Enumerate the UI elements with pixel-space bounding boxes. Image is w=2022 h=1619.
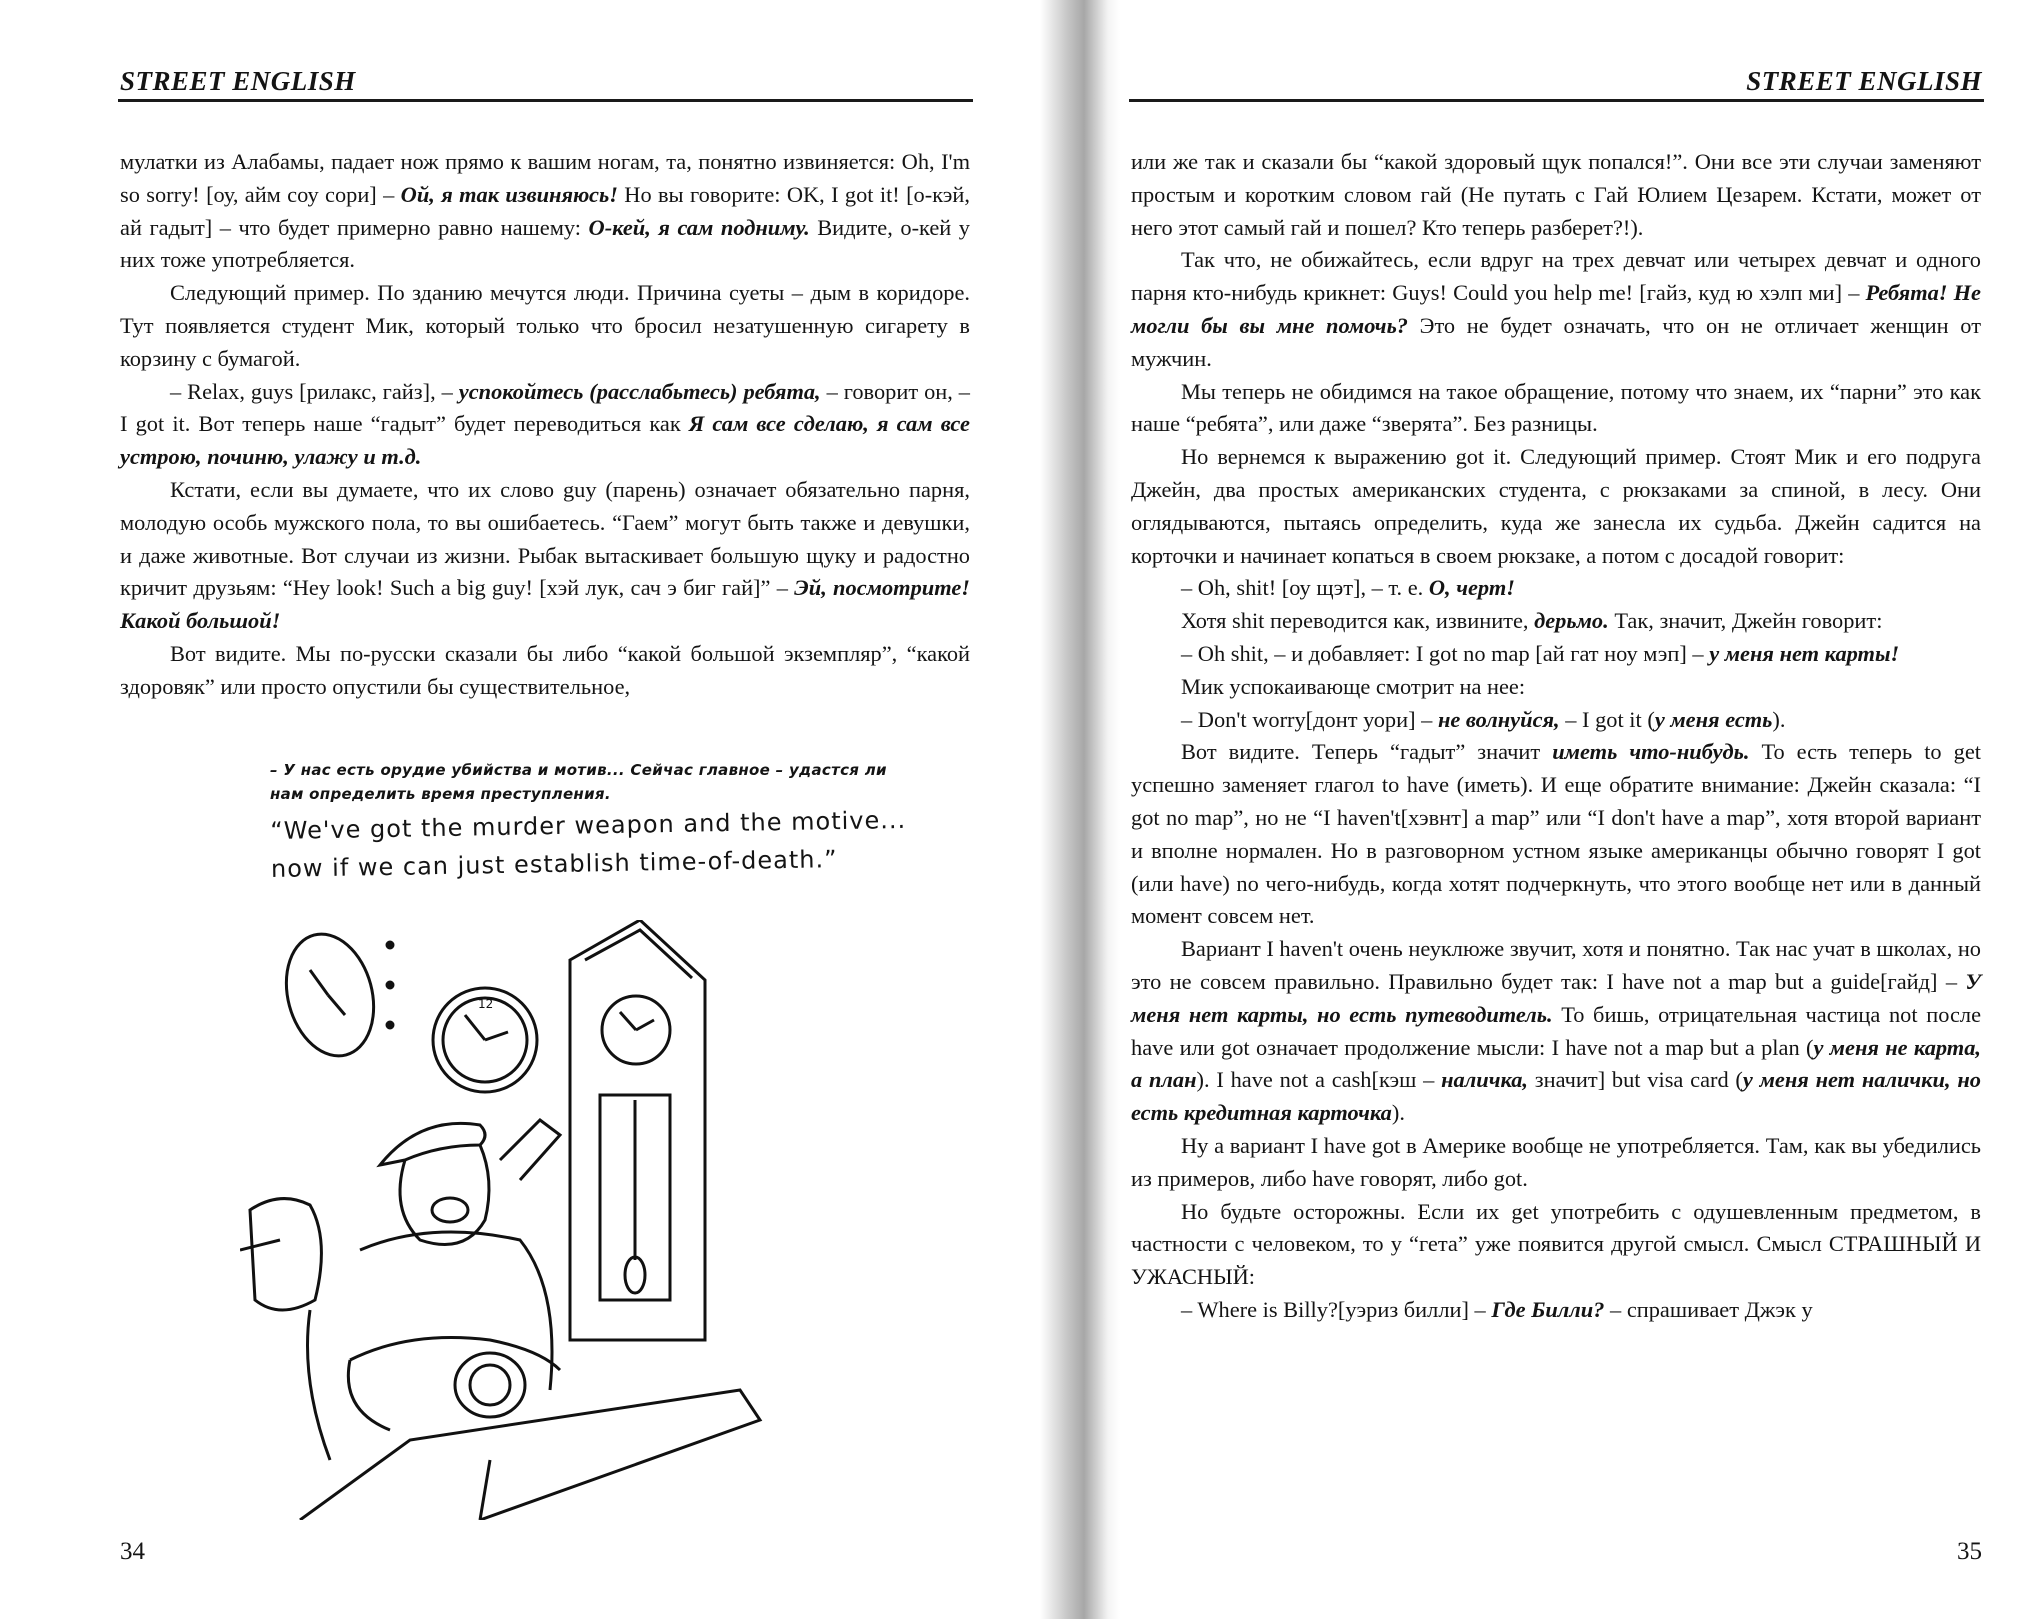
text-run: – I got it ( [1559,706,1655,732]
text-run: Хотя shit переводится как, извините, [1181,608,1535,634]
paragraph [1131,671,1981,704]
emphasized-translation: У меня нет карты, но есть путеводитель. [1131,968,1981,1027]
text-run: Это не будет означать, что он не отличает женщин от мужчин. [1131,312,1981,371]
text-run: Но вы говорите: OK, I got it! [о-кэй, ай гадыт] – что будет примерно равно нашему: [120,181,970,240]
svg-text:12: 12 [478,997,494,1011]
detective-cartoon [240,920,800,1520]
header-rule [118,99,973,102]
paragraph [1131,704,1981,737]
paragraph [1131,376,1981,442]
emphasized-translation: дерьмо. [1534,608,1609,634]
text-run: ). [1772,706,1786,732]
text-run: Но будьте осторожны. Если их get употребить с одушевленным предметом, в частности с человеком, то у “гета” уже появится другой смысл. Смысл СТРАШНЫЙ И УЖАСНЫЙ: [1131,1198,1981,1290]
page-number: 34 [120,1538,145,1565]
text-run: То есть теперь to get успешно заменяет глагол to have (иметь). И еще обратите внимание: Джейн сказала: “I got no map”, но не “I haven't[хэвнт] a map” или “I don't have a map”, хотя второй вариант и вполне нормален. Но в разговорном устном языке американцы обычно говорят I got (или have) no чего-нибудь, когда хотят подчеркнуть, что этого вообще нет или в данный момент совсем нет. [1131,739,1982,929]
text-run: Мы теперь не обидимся на такое обращение, потому что знаем, их “парни” это как наше “ребята”, или даже “зверята”. Без разницы. [1131,378,1981,437]
second-man-icon [240,1199,330,1460]
emphasized-translation: О-кей, я сам подниму. [588,214,810,240]
text-run: Так, значит, Джейн говорит: [1608,608,1883,634]
text-run: – Don't worry[донт уори] – [1181,706,1438,732]
emphasized-translation: у меня нет налички, но есть кредитная карточка [1131,1067,1981,1126]
paragraph [1131,933,1981,1130]
paragraph [1131,736,1981,933]
text-run: Так что, не обижайтесь, если вдруг на трех девчат или четырех девчат и одного парня кто-нибудь крикнет: Guys! Could you help me! [гайз, куд ю хэлп ми] – [1131,247,1981,306]
text-run: ). [1391,1100,1405,1126]
text-run: – Oh, shit! [оу щэт], – т. е. [1181,575,1429,601]
text-run: Кстати, если вы думаете, что их слово guy (парень) означает обязательно парня, молодую особь мужского пола, то вы ошибаетесь. “Гаем” могут быть также и девушки, и даже животные. Вот случаи из жизни. Рыбак вытаскивает большую щуку и радостно кричит друзьям: “Hey look! Such a big guy! [хэй лук, сач э биг гай]” – [120,476,970,601]
emphasized-translation: иметь что-нибудь. [1552,739,1750,765]
paragraph [120,638,970,704]
alarm-clock-icon [433,988,537,1092]
text-run: Вот видите. Мы по-русски сказали бы либо “какой большой экземпляр”, “какой здоровяк” или просто опустили бы существительное, [120,640,970,699]
emphasized-translation: Ребята! Не могли бы вы мне помочь? [1131,280,1981,338]
text-run: значит] but visa card ( [1528,1067,1743,1093]
text-run: мулатки из Алабамы, падает нож прямо к вашим ногам, та, понятно извиняется: Oh, I'm so sorry! [оу, айм соу сори] – [120,149,970,207]
paragraph [120,277,970,375]
text-run: – Relax, guys [рилакс, гайз], – [170,378,459,404]
victim-figure-icon [348,1338,560,1431]
paragraph [120,376,970,474]
text-run: – говорит он, – I got it. Вот теперь наше “гадыт” будет переводиться как [120,378,970,437]
text-run: То бишь, отрицательная частица not после have или got означает продолжение мысли: I have not a map but a plan ( [1131,1001,1982,1060]
text-run: Но вернемся к выражению got it. Следующий пример. Стоят Мик и его подруга Джейн, два простых американских студента, с рюкзаками за спиной, в лесу. Они оглядываются, пытаясь определить, куда же занесла их судьба. Джейн садится на корточки и начинает копаться в своем рюкзаке, а потом с досадой говорит: [1131,444,1981,568]
emphasized-translation: у меня нет карты! [1709,640,1900,666]
text-run: Видите, о-кей у них тоже употребляется. [120,214,971,273]
body-text [120,146,970,704]
text-run: ). I have not a cash[кэш – [1196,1067,1442,1093]
emphasized-translation: О, черт! [1428,575,1515,601]
text-run: Следующий пример. По зданию мечутся люди. Причина суеты – дым в коридоре. Тут появляется студент Мик, который только что бросил незатушенную сигарету в корзину с бумагой. [120,280,970,371]
paragraph [1131,441,1981,572]
emphasized-translation: Ой, я так извиняюсь! [400,181,618,207]
running-header: STREET ENGLISH [1746,66,1982,96]
right-page [1011,0,2022,1619]
table-icon [300,1390,760,1520]
emphasized-translation: наличка, [1441,1067,1529,1093]
paragraph [1131,146,1981,244]
emphasized-translation: не волнуйся, [1437,706,1560,732]
wall-clock-icon [273,924,393,1066]
emphasized-translation: Я сам все сделаю, я сам все устрою, починю, улажу и т.д. [120,411,970,470]
paragraph [120,474,970,638]
page-number: 35 [1957,1538,1982,1565]
text-run: Ну а вариант I have got в Америке вообще не употребляется. Там, как вы убедились из примеров, либо have говорят, либо got. [1131,1132,1981,1191]
header-rule [1129,99,1984,102]
cartoon-caption [270,758,910,888]
text-run: – Oh shit, – и добавляет: I got no map [ай гат ноу мэп] – [1181,640,1710,666]
emphasized-translation: Где Билли? [1491,1296,1605,1322]
paragraph [1131,605,1981,638]
text-run: Вариант I haven't очень неуклюже звучит, хотя и понятно. Так нас учат в школах, но это не совсем правильно. Правильно будет так: I have not a map but a guide[гайд] – [1131,936,1981,994]
paragraph [1131,1130,1981,1196]
paragraph [1131,1294,1981,1327]
paragraph [1131,638,1981,671]
caption-russian: – У нас есть орудие убийства и мотив... Сейчас главное – удастся ли нам определить время преступления. [270,761,887,803]
text-run: Мик успокаивающе смотрит на нее: [1181,673,1526,699]
paragraph [1131,244,1981,375]
detective-figure-icon [360,1120,560,1390]
grandfather-clock-icon [570,920,705,1340]
text-run: или же так и сказали бы “какой здоровый щук попался!”. Они все эти случаи заменяют простым и коротким словом гай (Не путать с Гай Юлием Цезарем. Кстати, может от него этот самый гай и пошел? Кто теперь разберет?!). [1131,149,1981,240]
text-run: – Where is Billy?[уэриз билли] – [1181,1296,1492,1322]
paragraph [120,146,970,277]
paragraph [1131,1196,1981,1294]
emphasized-translation: у меня не карта, а план [1131,1034,1982,1093]
emphasized-translation: Эй, посмотрите! Какой большой! [120,575,971,634]
caption-english: “We've got the murder weapon and the motive... now if we can just establish time-of-death.” [270,805,907,883]
body-text [1131,146,1981,1327]
text-run: Вот видите. Теперь “гадыт” значит [1181,739,1553,765]
text-run: – спрашивает Джэк у [1604,1296,1813,1322]
paragraph [1131,572,1981,605]
emphasized-translation: успокойтесь (расслабьтесь) ребята, [458,378,821,404]
running-header: STREET ENGLISH [120,66,356,96]
emphasized-translation: у меня есть [1654,706,1773,732]
